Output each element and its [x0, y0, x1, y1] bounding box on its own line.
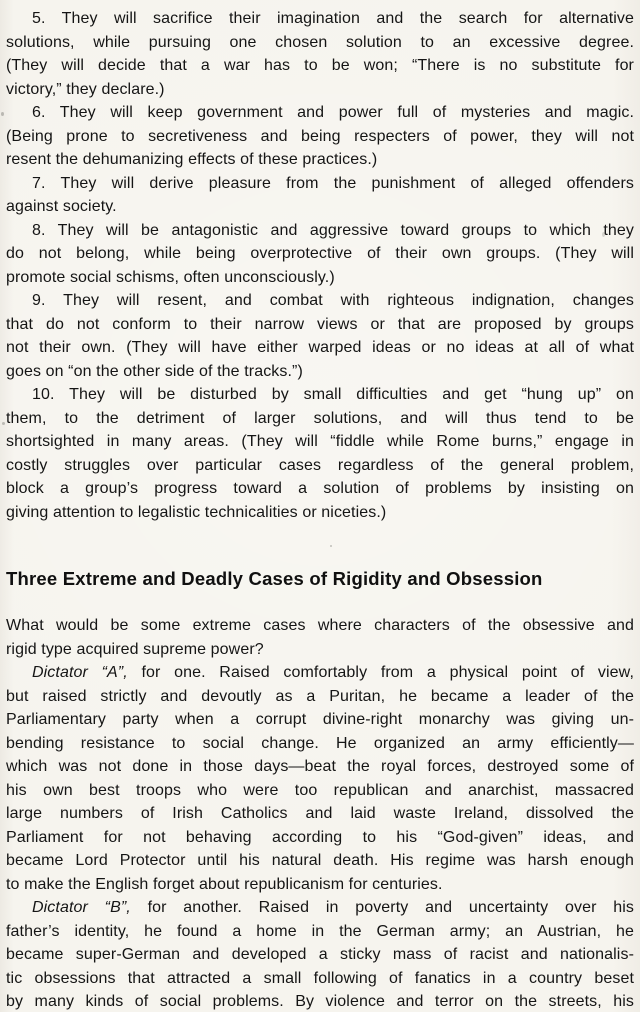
text-line: promote social schisms, often unconsciously.)	[6, 268, 335, 286]
text-line: Dictator “A”, for one. Raised comfortably from a physical point of view,	[32, 664, 634, 681]
paragraph	[6, 101, 634, 172]
text-line: shortsighted in many areas. (They will “fiddle while Rome burns,” engage in	[6, 433, 634, 450]
text-line: his own best troops who were too republican and anarchist, massacred	[6, 781, 634, 799]
paragraph	[6, 614, 634, 661]
text-line: Parliamentary party when a corrupt divine-right monarchy was giving un-	[6, 711, 634, 728]
paragraph	[6, 7, 634, 101]
text-line: against society.	[6, 198, 117, 215]
paragraph	[6, 896, 634, 1012]
text-line: (They will decide that a war has to be won; “There is no substitute for	[6, 57, 634, 74]
text-line: father’s identity, he found a home in the German army; an Austrian, he	[6, 922, 634, 940]
text-line: 8. They will be antagonistic and aggressive toward groups to which they	[32, 221, 634, 239]
text-line: that do not conform to their narrow views or that are proposed by groups	[6, 315, 634, 333]
text-line: to make the English forget about republicanism for centuries.	[6, 875, 443, 893]
text-line: Parliament for not behaving according to his “God-given” ideas, and	[6, 828, 634, 846]
text-line: do not belong, while being overprotective of their own groups. (They will	[6, 245, 634, 262]
text-line: giving attention to legalistic technicalities or niceties.)	[6, 503, 387, 521]
text-line: became Lord Protector until his natural death. His regime was harsh enough	[6, 852, 634, 869]
text-line: not their own. (They will have either warped ideas or no ideas at all of what	[6, 339, 634, 356]
text-line: by many kinds of social problems. By violence and terror on the streets, his	[6, 993, 634, 1010]
text-line: rigid type acquired supreme power?	[6, 640, 264, 658]
text-line: resent the dehumanizing effects of these practices.)	[6, 151, 378, 168]
text-line: which was not done in those days—beat the royal forces, destroyed some of	[6, 758, 634, 775]
text-line: costly struggles over particular cases regardless of the general problem,	[6, 456, 634, 474]
text-line: victory,” they declare.)	[6, 80, 165, 98]
text-line: large numbers of Irish Catholics and laid waste Ireland, dissolved the	[6, 805, 634, 822]
text-line: block a group’s progress toward a solution of problems by insisting on	[6, 480, 634, 497]
italic-lead: Dictator “A”,	[32, 664, 128, 681]
text-line: solutions, while pursuing one chosen solution to an excessive degree.	[6, 33, 634, 51]
paragraph	[6, 383, 634, 524]
text-line: bending resistance to social change. He organized an army efficiently—	[6, 734, 634, 752]
text-line: tic obsessions that attracted a small following of fanatics in a country beset	[6, 969, 634, 987]
section-heading: Three Extreme and Deadly Cases of Rigidity and Obsession	[6, 568, 543, 589]
text-line: 5. They will sacrifice their imagination and the search for alternative	[32, 10, 634, 27]
text-line: goes on “on the other side of the tracks.”)	[6, 362, 303, 380]
text-line: 7. They will derive pleasure from the punishment of alleged offenders	[32, 174, 634, 192]
text-line: 9. They will resent, and combat with righteous indignation, changes	[32, 292, 634, 309]
text-line: them, to the detriment of larger solutions, and will thus tend to be	[6, 409, 634, 427]
text-line: What would be some extreme cases where characters of the obsessive and	[6, 617, 634, 634]
paragraph	[6, 172, 634, 219]
text-line: but raised strictly and devoutly as a Puritan, he became a leader of the	[6, 687, 634, 705]
text-line: became super-German and developed a sticky mass of racist and nationalis-	[6, 946, 634, 963]
paragraph	[6, 219, 634, 290]
paragraph	[6, 289, 634, 383]
italic-lead: Dictator “B”,	[32, 899, 131, 916]
text-line: 6. They will keep government and power full of mysteries and magic.	[32, 104, 634, 121]
text-line: 10. They will be disturbed by small difficulties and get “hung up” on	[32, 386, 634, 403]
text-line: Dictator “B”, for another. Raised in poverty and uncertainty over his	[32, 899, 634, 916]
paragraph	[6, 661, 634, 896]
text-line: (Being prone to secretiveness and being respecters of power, they will not	[6, 127, 634, 145]
